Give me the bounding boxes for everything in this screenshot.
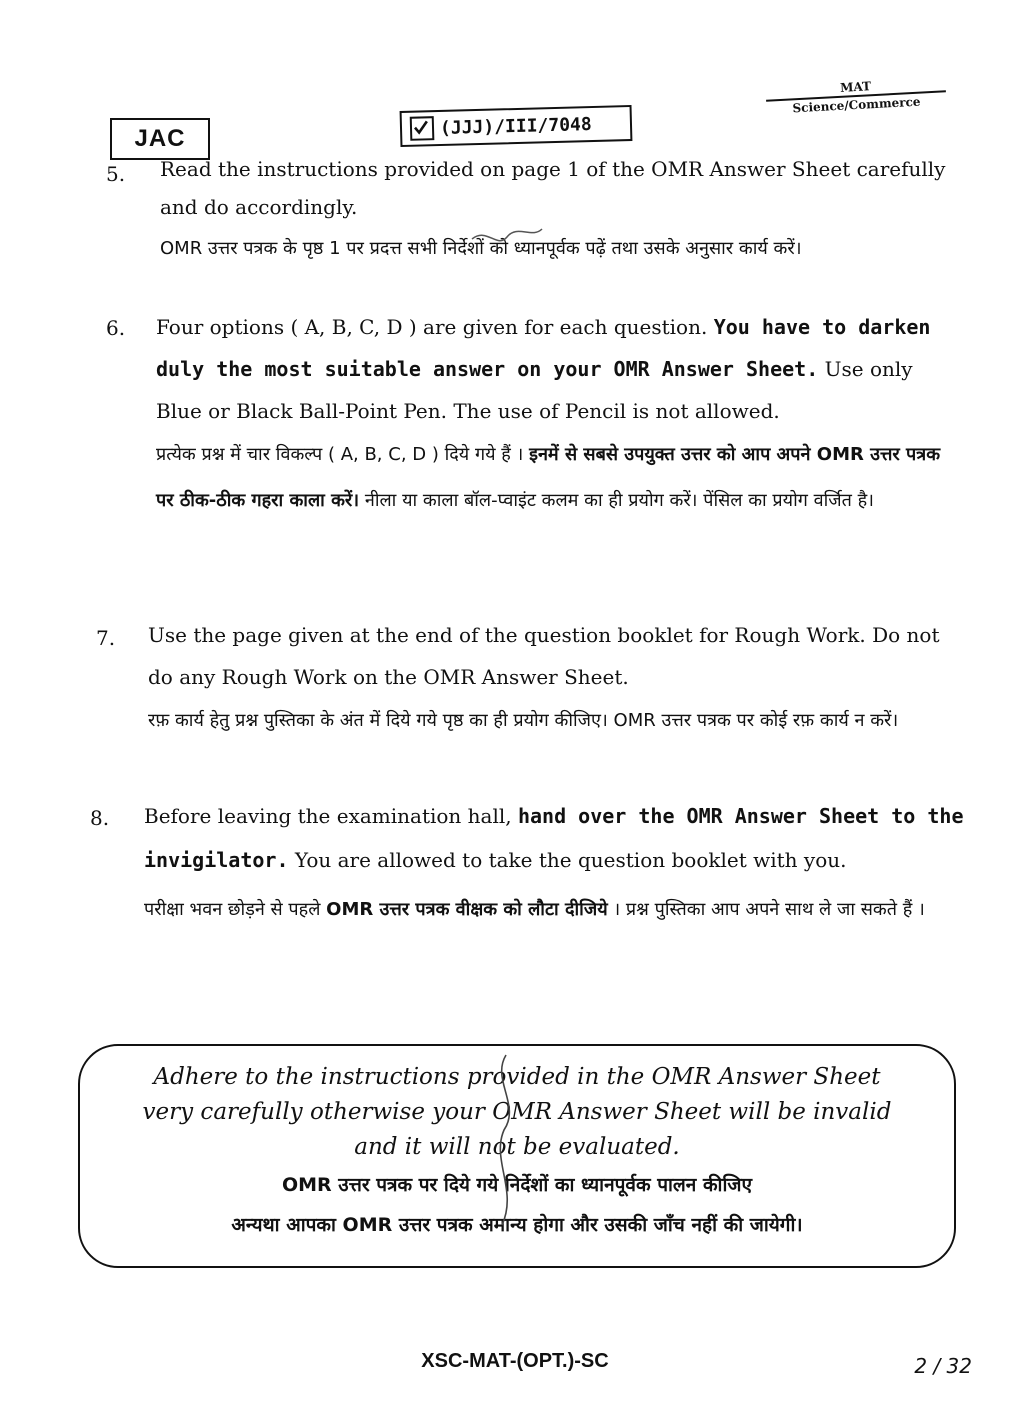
instruction-text-en-part: Four options ( A, B, C, D ) are given for each question. <box>156 315 708 339</box>
instruction-item <box>156 306 962 524</box>
subject-label <box>765 75 946 116</box>
handwritten-mark <box>461 219 547 259</box>
instruction-text-hi: रफ़ कार्य हेतु प्रश्न पुस्तिका के अंत में दिये गये पृष्ठ का ही प्रयोग कीजिए। OMR उत्तर पत्रक पर कोई रफ़ कार्य न करें। <box>148 710 899 731</box>
notice-text-en: very carefully otherwise your OMR Answer Sheet will be invalid <box>142 1099 892 1125</box>
instruction-item <box>144 794 966 934</box>
instruction-text-en-part: Before leaving the examination hall, <box>144 804 512 828</box>
instruction-item <box>148 614 962 744</box>
instruction-text-hi-part: प्रत्येक प्रश्न में चार विकल्प ( A, B, C, D ) दिये गये हैं । <box>156 444 524 465</box>
instruction-text-hi-part: परीक्षा भवन छोड़ने से पहले <box>144 899 321 920</box>
notice-text-en: and it will not be evaluated. <box>354 1134 680 1160</box>
subject-stream: Science/Commerce <box>792 94 921 116</box>
item-number: 8. <box>90 806 110 830</box>
checkbox-checked-icon <box>410 116 435 141</box>
instruction-text-en: Use the page given at the end of the question booklet for Rough Work. Do not do any Rough Work on the OMR Answer Sheet. <box>148 623 940 689</box>
item-number: 7. <box>96 626 116 650</box>
instruction-text-hi <box>144 886 966 934</box>
item-number: 5. <box>106 162 126 186</box>
item-number: 6. <box>106 316 126 340</box>
notice-text-hi: अन्यथा आपका OMR उत्तर पत्रक अमान्य होगा और उसकी जाँच नहीं की जायेगी। <box>231 1214 803 1236</box>
notice-text-hi: OMR उत्तर पत्रक पर दिये गये निर्देशों का ध्यानपूर्वक पालन कीजिए <box>282 1174 752 1196</box>
instruction-text-en: Read the instructions provided on page 1 of the OMR Answer Sheet carefully and do accordingly. <box>160 157 946 219</box>
instruction-text-en-part: Use only Blue or Black Ball-Point Pen. The use of Pencil is not allowed. <box>156 357 913 423</box>
subject-name: MAT <box>839 79 872 95</box>
instruction-text-en <box>156 306 962 432</box>
instruction-text-hi-bold: इनमें से सबसे उपयुक्त उत्तर को आप अपने OMR उत्तर पत्रक पर ठीक-ठीक गहरा काला करें। <box>156 444 941 511</box>
handwritten-mark <box>486 1050 526 1236</box>
paper-code: (JJJ)/III/7048 <box>439 113 592 139</box>
instruction-text-hi: OMR उत्तर पत्रक के पृष्ठ 1 पर प्रदत्त सभी निर्देशों को ध्यानपूर्वक पढ़ें तथा उसके अनुसार कार्य करें। <box>160 238 802 259</box>
instruction-item <box>160 150 960 272</box>
instruction-text-hi-part: । प्रश्न पुस्तिका आप अपने साथ ले जा सकते हैं । <box>613 899 925 920</box>
instruction-text-en-bold: hand over the OMR Answer Sheet to the invigilator. <box>144 804 964 872</box>
instruction-text-en-part: You are allowed to take the question booklet with you. <box>294 848 847 872</box>
instruction-text-hi-part: नीला या काला बॉल-प्वाइंट कलम का ही प्रयोग करें। पेंसिल का प्रयोग वर्जित है। <box>364 490 874 511</box>
instruction-text-en <box>144 794 966 882</box>
instruction-text-en-bold: You have to darken duly the most suitable answer on your OMR Answer Sheet. <box>156 315 931 381</box>
instruction-text-hi <box>156 432 962 524</box>
instruction-text-hi-bold: OMR उत्तर पत्रक वीक्षक को लौटा दीजिये <box>326 899 608 920</box>
page-number: 2 / 32 <box>914 1354 972 1378</box>
paper-code-box <box>400 105 633 147</box>
footer-paper-code: XSC-MAT-(OPT.)-SC <box>421 1350 609 1372</box>
notice-text-en: Adhere to the instructions provided in the OMR Answer Sheet <box>153 1064 881 1090</box>
board-label: JAC <box>110 118 210 160</box>
